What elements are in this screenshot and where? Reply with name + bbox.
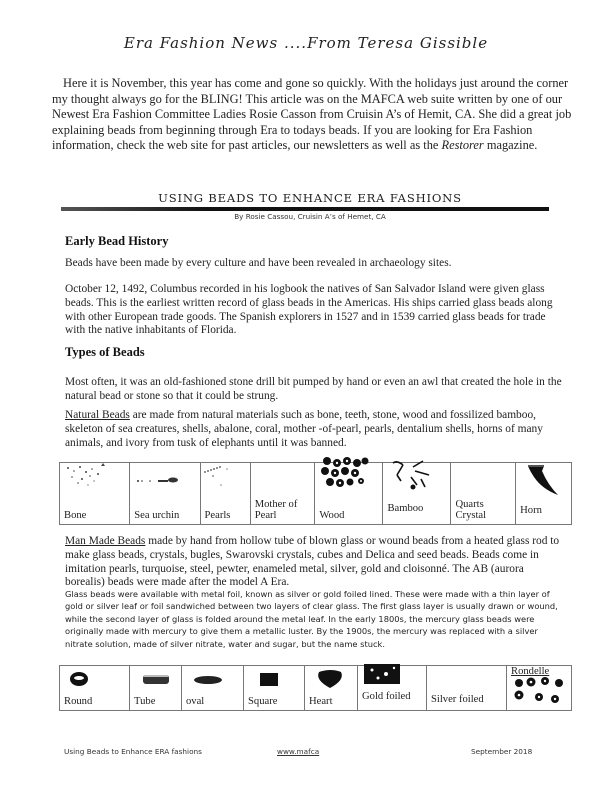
silver-foiled-label: Silver foiled — [431, 694, 484, 705]
footer-website-link[interactable]: www.mafca — [277, 747, 320, 756]
footer-date: September 2018 — [471, 747, 533, 756]
tube-bead-image — [130, 666, 181, 690]
paragraph-man-made-beads — [65, 535, 565, 590]
horn-bead-image — [516, 463, 571, 499]
sea-urchin-cell — [130, 463, 200, 525]
gold-foiled-cell — [358, 666, 427, 711]
round-bead-image — [60, 666, 129, 690]
paragraph-stone-drill: Most often, it was an old-fashioned stone drill bit pumped by hand or even an awl that created the hole in the natural bead or stone so that it could be strung. — [65, 376, 562, 402]
oval-label: oval — [186, 696, 205, 707]
oval-cell — [182, 666, 244, 711]
mother-of-pearl-label: Mother of Pearl — [254, 499, 298, 521]
footer-title: Using Beads to Enhance ERA fashions — [64, 747, 202, 756]
section-heading-types-of-beads: Types of Beads — [65, 345, 145, 359]
article-byline: By Rosie Cassou, Cruisin A’s of Hemet, CA — [234, 212, 386, 221]
heading-rule — [61, 207, 549, 211]
bone-cell — [60, 463, 130, 525]
quarts-crystal-cell — [451, 463, 516, 525]
natural-beads-term: Natural Beads — [65, 409, 130, 421]
tube-label: Tube — [134, 696, 156, 707]
rondelle-cell — [507, 666, 572, 711]
mother-of-pearl-image — [251, 463, 315, 493]
pearls-cell — [200, 463, 250, 525]
pearls-label: Pearls — [204, 510, 231, 521]
horn-cell — [516, 463, 572, 525]
pearl-beads-image — [201, 463, 250, 493]
square-bead-image — [244, 666, 304, 690]
heart-cell — [305, 666, 358, 711]
paragraph-beads-culture: Beads have been made by every culture and have been revealed in archaeology sites. — [65, 257, 452, 269]
man-made-beads-text: made by hand from hollow tube of blown glass or wound beads from a heated glass rod to make glass beads, crystals, bugles, Swarovski crystals, cubes and Delica and seed beads. Beads come in imitation pearls, turquoise, steel, pewter, enameled metal, silver, gold and cloisonné. The AB (aurora borealis) beads were made after the model A Era. — [65, 535, 560, 589]
heart-bead-image — [305, 666, 357, 692]
page-title: Era Fashion News ....From Teresa Gissible — [123, 34, 489, 52]
bamboo-cell — [383, 463, 451, 525]
quarts-crystal-label: Quarts Crystal — [455, 499, 487, 521]
tube-cell — [130, 666, 182, 711]
oval-bead-image — [182, 666, 243, 690]
natural-beads-text: are made from natural materials such as bone, teeth, stone, wood and fossilized bamboo, skeleton of sea creatures, shells, abalone, coral, mother -of-pearl, pearls, dentalium shells, horns of many animals, and ivory from tusk of elephants until it was banned. — [65, 409, 543, 449]
square-cell — [244, 666, 305, 711]
round-label: Round — [64, 696, 93, 707]
paragraph-natural-beads — [65, 409, 565, 450]
paragraph-glass-beads: Glass beads were available with metal foil, known as silver or gold foiled lined. These were made with a thin layer of gold or silver leaf or foil sandwiched between two layers of clear glass. The first glass layer is usually drawn or wound, while the second layer of glass is folded around the metal leaf. In the early 1800s, the mercury glass beads were originally made with mercury to give them a metallic luster. By the 1900s, the mercury was replaced with a silver nitrate solution, made of silver nitrate, water and sugar, but the name stuck. — [65, 589, 558, 649]
bone-beads-image — [60, 463, 129, 493]
wood-label: Wood — [319, 510, 345, 521]
intro-paragraph — [52, 76, 572, 154]
horn-label: Horn — [520, 505, 542, 516]
bone-label: Bone — [64, 510, 87, 521]
bead-shapes-table — [59, 665, 572, 711]
intro-text: Here it is November, this year has come and gone so quickly. With the holidays just around the corner my thought always go for the BLING! This article was on the MAFCA web suite written by one of our Newest Era Fashion Committee Ladies Rosie Casson from Cruisin A’s of Hemit, CA. She did a great job explaining beads from beginning through Era to todays beads. If you are looking for Era Fashion information, check the web site for past articles, our newsletters as well as the — [52, 76, 572, 153]
bamboo-beads-image — [383, 457, 450, 493]
man-made-beads-term: Man Made Beads — [65, 535, 146, 547]
article-title: USING BEADS TO ENHANCE ERA FASHIONS — [158, 191, 462, 205]
gold-foiled-bead-image — [358, 662, 426, 686]
rondelle-bead-image — [511, 677, 567, 705]
gold-foiled-label: Gold foiled — [362, 691, 411, 702]
paragraph-columbus: October 12, 1492, Columbus recorded in his logbook the natives of San Salvador Island were given glass beads. This is the earliest written record of glass beads in the Americas. His ships carried glass beads along with other European trade goods. The Spanish explorers in 1527 and in 1539 carried glass beads for trade with the native inhabitants of Florida. — [65, 283, 553, 337]
intro-text-end: magazine. — [483, 138, 538, 153]
mother-of-pearl-cell — [250, 463, 315, 525]
silver-foiled-bead-image — [427, 666, 506, 696]
rondelle-label: Rondelle — [511, 666, 550, 677]
wood-cell — [315, 463, 383, 525]
section-heading-early-bead-history: Early Bead History — [65, 234, 169, 248]
natural-beads-table — [59, 462, 572, 525]
silver-foiled-cell — [427, 666, 507, 711]
wood-beads-image — [315, 455, 382, 497]
sea-urchin-beads-image — [130, 463, 199, 493]
heart-label: Heart — [309, 696, 333, 707]
square-label: Square — [248, 696, 278, 707]
sea-urchin-label: Sea urchin — [134, 510, 180, 521]
quartz-crystal-image — [451, 463, 515, 493]
bamboo-label: Bamboo — [387, 503, 424, 514]
restorer-magazine-title: Restorer — [441, 138, 484, 153]
round-cell — [60, 666, 130, 711]
